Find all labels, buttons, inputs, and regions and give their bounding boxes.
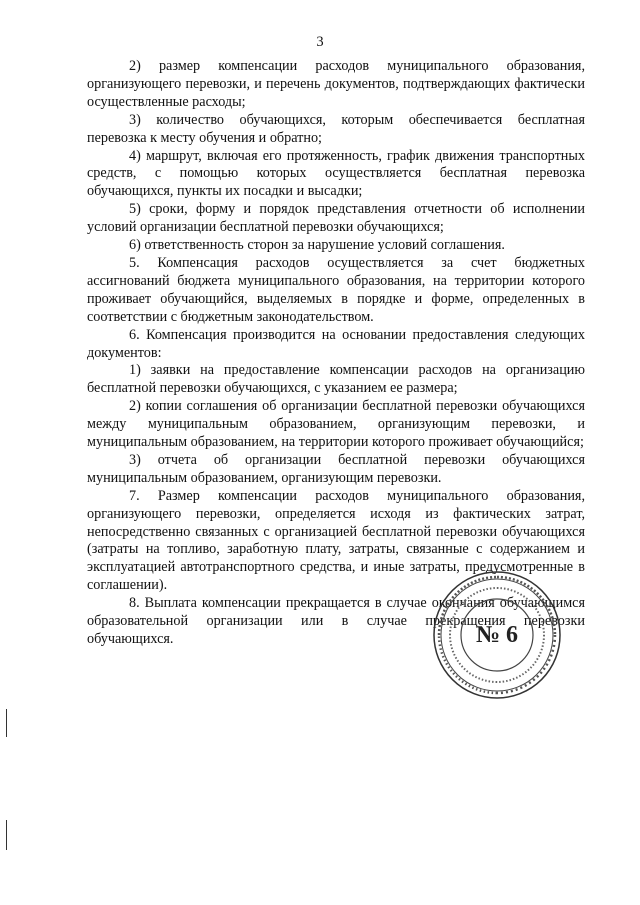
- clause-5: 5. Компенсация расходов осуществляется за счет бюджетных ассигнований бюджета муниципального образования, на территории которого проживает обучающийся, выделяемых в порядке и форме, определенных в соответствии с бюджетным законодательством.: [87, 254, 585, 325]
- paragraph-5: 5) сроки, форму и порядок представления отчетности об исполнении условий организации бесплатной перевозки обучающихся;: [87, 201, 585, 236]
- paragraph-6: 6) ответственность сторон за нарушение условий соглашения.: [129, 237, 505, 254]
- clause-6-item-2: 2) копии соглашения об организации бесплатной перевозки обучающихся между муниципальным образованием, организующим перевозки, и муниципальным образованием, на территории которого проживает обучающийся;: [87, 398, 585, 451]
- paragraph-2: 2) размер компенсации расходов муниципального образования, организующего перевозки, и перечень документов, подтверждающих фактически осуществленные расходы;: [87, 58, 585, 110]
- paragraph-4: 4) маршрут, включая его протяженность, график движения транспортных средств, с помощью которых осуществляется бесплатная перевозка обучающихся, пункты их посадки и высадки;: [87, 147, 585, 200]
- clause-6-item-3: 3) отчета об организации бесплатной перевозки обучающихся муниципальным образованием, организующим перевозки.: [87, 451, 585, 486]
- stamp-number: № 6: [475, 622, 519, 648]
- clause-6-item-1: 1) заявки на предоставление компенсации расходов на организацию бесплатной перевозки обучающихся, с указанием ее размера;: [87, 362, 585, 397]
- document-body: [87, 58, 585, 649]
- clause-6: 6. Компенсация производится на основании предоставления следующих документов:: [87, 326, 585, 361]
- clause-7: 7. Размер компенсации расходов муниципального образования, организующего перевозки, определяется исходя из фактических затрат, непосредственно связанных с организацией бесплатной перевозки обучающихся (затраты на топливо, заработную плату, затраты, связанные с содержанием и эксплуатацией автотранспортного средства, и иные затраты, предусмотренные в соглашении).: [87, 487, 585, 594]
- official-stamp: [427, 565, 567, 705]
- page-number: 3: [316, 34, 324, 50]
- scan-mark: [6, 709, 7, 737]
- paragraph-3: 3) количество обучающихся, которым обеспечивается бесплатная перевозка к месту обучения и обратно;: [87, 111, 585, 146]
- clause-8: 8. Выплата компенсации прекращается в случае окончания обучающимся образовательной организации или в случае прекращения перевозки обучающихся.: [87, 595, 585, 647]
- scan-mark: [6, 820, 7, 850]
